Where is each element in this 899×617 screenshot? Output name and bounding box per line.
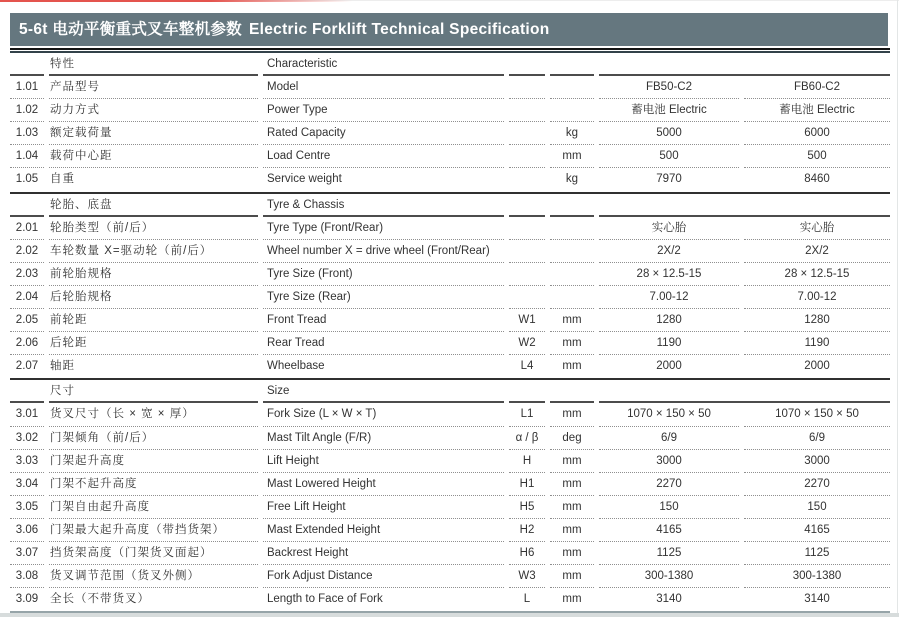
row-symbol: W3 <box>509 565 545 588</box>
row-value-fb60: 4165 <box>744 519 890 542</box>
row-name-zh: 门架起升高度 <box>49 450 258 473</box>
row-name-zh: 后轮距 <box>49 332 258 355</box>
row-unit <box>550 240 594 263</box>
row-value-fb50: 1125 <box>599 542 739 565</box>
row-value-fb50: FB50-C2 <box>599 76 739 99</box>
row-value-fb50: 4165 <box>599 519 739 542</box>
row-name-zh: 轴距 <box>50 360 75 373</box>
section-header-zh: 尺寸 <box>49 380 258 403</box>
row-number: 3.01 <box>10 403 44 426</box>
section-header-values-cell <box>599 380 890 403</box>
row-name-en: Backrest Height <box>263 542 504 565</box>
row-symbol: W2 <box>509 332 545 355</box>
row-symbol <box>509 168 545 191</box>
row-number: 2.07 <box>15 360 39 373</box>
row-unit: deg <box>550 427 594 450</box>
section-header-symbol-cell <box>509 194 545 217</box>
row-symbol <box>509 263 545 286</box>
row-name-en: Front Tread <box>263 309 504 332</box>
spec-row <box>10 403 890 426</box>
row-unit: mm <box>550 145 594 168</box>
row-number: 3.03 <box>10 450 44 473</box>
row-unit: mm <box>550 332 594 355</box>
spec-row <box>10 450 890 473</box>
section-header-index-cell <box>10 380 44 403</box>
row-value-fb50: 3140 <box>656 593 682 606</box>
row-unit <box>550 263 594 286</box>
row-unit <box>550 217 594 240</box>
section-header-symbol-cell <box>509 380 545 403</box>
row-number: 3.05 <box>10 496 44 519</box>
row-unit: kg <box>565 173 579 186</box>
row-name-zh: 后轮胎规格 <box>49 286 258 309</box>
section-header-row <box>10 380 890 403</box>
row-name-zh: 门架倾角（前/后） <box>49 427 258 450</box>
row-unit: mm <box>550 450 594 473</box>
row-name-zh: 产品型号 <box>49 76 258 99</box>
row-name-en: Length to Face of Fork <box>267 593 383 606</box>
row-unit: mm <box>550 403 594 426</box>
row-value-fb50: 实心胎 <box>599 217 739 240</box>
row-number: 2.05 <box>10 309 44 332</box>
row-symbol: α / β <box>509 427 545 450</box>
spec-row <box>10 76 890 99</box>
row-name-en: Fork Adjust Distance <box>263 565 504 588</box>
spec-row <box>10 286 890 309</box>
row-symbol <box>509 76 545 99</box>
row-name-en: Wheel number X = drive wheel (Front/Rear) <box>263 240 504 263</box>
row-unit <box>550 99 594 122</box>
row-name-zh: 货叉尺寸（长 × 宽 × 厚） <box>49 403 258 426</box>
row-symbol: W1 <box>509 309 545 332</box>
row-symbol <box>509 240 545 263</box>
row-value-fb60: 8460 <box>804 173 830 186</box>
row-value-fb50: 28 × 12.5-15 <box>599 263 739 286</box>
top-accent-red-line <box>0 0 352 2</box>
row-number: 2.04 <box>10 286 44 309</box>
spec-row <box>10 355 890 378</box>
title-banner <box>10 13 888 46</box>
row-unit: mm <box>562 360 582 373</box>
row-value-fb60: 2270 <box>744 473 890 496</box>
spec-row <box>10 122 890 145</box>
row-value-fb60: 2X/2 <box>744 240 890 263</box>
spec-row <box>10 145 890 168</box>
row-name-en: Fork Size (L × W × T) <box>263 403 504 426</box>
row-unit: kg <box>550 122 594 145</box>
row-value-fb60: 6/9 <box>744 427 890 450</box>
row-name-en: Model <box>263 76 504 99</box>
row-value-fb50: 300-1380 <box>599 565 739 588</box>
row-symbol <box>509 217 545 240</box>
row-number: 1.04 <box>10 145 44 168</box>
row-symbol <box>509 145 545 168</box>
row-name-en: Mast Extended Height <box>263 519 504 542</box>
row-value-fb60: 3140 <box>804 593 830 606</box>
row-unit: mm <box>550 565 594 588</box>
section-header-zh: 轮胎、底盘 <box>49 194 258 217</box>
row-symbol: H5 <box>509 496 545 519</box>
section-header-index-cell <box>10 53 44 76</box>
row-number: 2.01 <box>10 217 44 240</box>
spec-row <box>10 542 890 565</box>
section-header-en: Size <box>263 380 504 403</box>
spec-row <box>10 496 890 519</box>
row-value-fb50: 1190 <box>599 332 739 355</box>
row-name-zh: 前轮胎规格 <box>49 263 258 286</box>
row-value-fb60: FB60-C2 <box>744 76 890 99</box>
section-header-unit-cell <box>550 53 594 76</box>
section-header-values-cell <box>599 194 890 217</box>
row-name-en: Free Lift Height <box>263 496 504 519</box>
section-header-row <box>10 194 890 217</box>
specification-table <box>10 48 890 613</box>
spec-section <box>10 53 890 192</box>
row-name-en: Tyre Size (Front) <box>263 263 504 286</box>
row-symbol: H2 <box>509 519 545 542</box>
row-name-zh: 货叉调节范围（货叉外侧） <box>49 565 258 588</box>
row-value-fb50: 1070 × 150 × 50 <box>599 403 739 426</box>
row-symbol <box>509 122 545 145</box>
spec-row <box>10 427 890 450</box>
row-name-zh: 载荷中心距 <box>49 145 258 168</box>
spec-row <box>10 99 890 122</box>
row-name-en: Tyre Type (Front/Rear) <box>263 217 504 240</box>
row-number: 3.08 <box>10 565 44 588</box>
row-value-fb60: 1280 <box>744 309 890 332</box>
row-unit: mm <box>550 542 594 565</box>
row-value-fb50: 7.00-12 <box>599 286 739 309</box>
row-number: 2.06 <box>10 332 44 355</box>
row-name-zh: 全长（不带货叉） <box>50 593 150 606</box>
row-name-zh: 门架不起升高度 <box>49 473 258 496</box>
section-header-row <box>10 53 890 76</box>
row-value-fb50: 蓄电池 Electric <box>599 99 739 122</box>
row-name-zh: 额定载荷量 <box>49 122 258 145</box>
row-name-zh: 自重 <box>50 173 75 186</box>
row-name-zh: 前轮距 <box>49 309 258 332</box>
row-symbol: L <box>523 593 531 606</box>
row-unit: mm <box>562 593 582 606</box>
row-symbol: L1 <box>509 403 545 426</box>
row-value-fb60: 2000 <box>804 360 830 373</box>
row-number: 1.03 <box>10 122 44 145</box>
row-value-fb50: 1280 <box>599 309 739 332</box>
row-number: 3.07 <box>10 542 44 565</box>
row-value-fb60: 28 × 12.5-15 <box>744 263 890 286</box>
row-value-fb60: 1125 <box>744 542 890 565</box>
section-header-index-cell <box>10 194 44 217</box>
row-name-en: Lift Height <box>263 450 504 473</box>
row-symbol: H6 <box>509 542 545 565</box>
row-value-fb60: 1190 <box>744 332 890 355</box>
row-number: 2.02 <box>10 240 44 263</box>
spec-row <box>10 332 890 355</box>
spec-row <box>10 309 890 332</box>
row-value-fb50: 3000 <box>599 450 739 473</box>
section-header-symbol-cell <box>509 53 545 76</box>
row-name-en: Mast Lowered Height <box>263 473 504 496</box>
section-header-unit-cell <box>550 380 594 403</box>
row-number: 3.02 <box>10 427 44 450</box>
right-edge-hairline <box>897 0 898 617</box>
section-header-zh: 特性 <box>49 53 258 76</box>
row-number: 1.01 <box>10 76 44 99</box>
row-value-fb60: 300-1380 <box>744 565 890 588</box>
row-name-en: Rated Capacity <box>263 122 504 145</box>
row-value-fb50: 5000 <box>599 122 739 145</box>
row-value-fb60: 3000 <box>744 450 890 473</box>
row-name-zh: 动力方式 <box>49 99 258 122</box>
row-symbol <box>509 286 545 309</box>
row-value-fb60: 150 <box>744 496 890 519</box>
row-value-fb60: 实心胎 <box>744 217 890 240</box>
row-value-fb50: 2270 <box>599 473 739 496</box>
row-value-fb50: 500 <box>599 145 739 168</box>
spec-row <box>10 565 890 588</box>
spec-row <box>10 519 890 542</box>
row-number: 3.06 <box>10 519 44 542</box>
spec-row <box>10 240 890 263</box>
row-number: 3.04 <box>10 473 44 496</box>
section-header-unit-cell <box>550 194 594 217</box>
row-unit: mm <box>550 473 594 496</box>
row-name-en: Load Centre <box>263 145 504 168</box>
row-name-en: Power Type <box>263 99 504 122</box>
row-number: 1.02 <box>10 99 44 122</box>
bottom-edge-strip <box>0 613 899 617</box>
row-number: 1.05 <box>15 173 39 186</box>
row-unit: mm <box>550 496 594 519</box>
row-name-en: Wheelbase <box>267 360 325 373</box>
section-header-en: Characteristic <box>263 53 504 76</box>
spec-row <box>10 168 890 191</box>
row-symbol: H <box>509 450 545 473</box>
row-symbol: H1 <box>509 473 545 496</box>
row-unit: mm <box>550 309 594 332</box>
section-header-values-cell <box>599 53 890 76</box>
row-value-fb60: 6000 <box>744 122 890 145</box>
row-value-fb50: 2X/2 <box>599 240 739 263</box>
row-name-en: Rear Tread <box>263 332 504 355</box>
row-name-zh: 门架自由起升高度 <box>49 496 258 519</box>
spec-section <box>10 192 890 379</box>
row-value-fb60: 7.00-12 <box>744 286 890 309</box>
row-name-en: Mast Tilt Angle (F/R) <box>263 427 504 450</box>
row-symbol <box>509 99 545 122</box>
row-name-zh: 门架最大起升高度（带挡货架） <box>49 519 258 542</box>
row-name-en: Tyre Size (Rear) <box>263 286 504 309</box>
row-unit <box>550 286 594 309</box>
row-number: 2.03 <box>10 263 44 286</box>
spec-row <box>10 588 890 611</box>
row-value-fb60: 蓄电池 Electric <box>744 99 890 122</box>
row-unit: mm <box>550 519 594 542</box>
row-value-fb60: 500 <box>744 145 890 168</box>
section-header-en: Tyre & Chassis <box>263 194 504 217</box>
spec-row <box>10 217 890 240</box>
row-name-zh: 轮胎类型（前/后） <box>49 217 258 240</box>
row-value-fb50: 2000 <box>656 360 682 373</box>
row-name-zh: 挡货架高度（门架货叉面起） <box>49 542 258 565</box>
spec-row <box>10 263 890 286</box>
page-title-zh: 5-6t 电动平衡重式叉车整机参数 <box>19 21 242 38</box>
spec-section <box>10 378 890 613</box>
row-value-fb50: 6/9 <box>599 427 739 450</box>
row-number: 3.09 <box>15 593 39 606</box>
row-symbol: L4 <box>520 360 534 373</box>
row-value-fb50: 150 <box>599 496 739 519</box>
spec-row <box>10 473 890 496</box>
row-value-fb60: 1070 × 150 × 50 <box>744 403 890 426</box>
specification-table-body <box>10 53 890 613</box>
row-name-zh: 车轮数量 X=驱动轮（前/后） <box>49 240 258 263</box>
row-unit <box>550 76 594 99</box>
page-title-en: Electric Forklift Technical Specification <box>248 21 550 38</box>
row-value-fb50: 7970 <box>656 173 682 186</box>
row-name-en: Service weight <box>267 173 342 186</box>
